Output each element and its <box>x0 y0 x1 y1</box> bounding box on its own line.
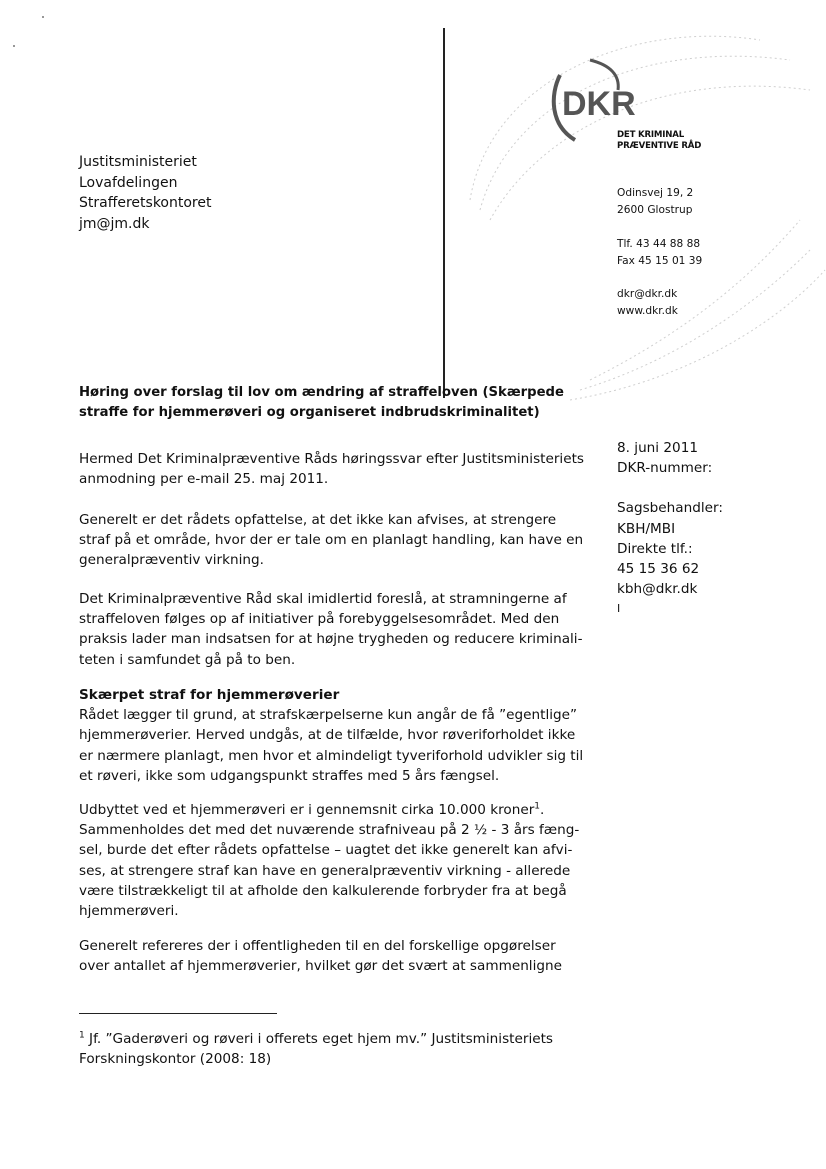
dkr-number-label: DKR-nummer: <box>617 460 713 477</box>
paragraph-line: straf på et område, hvor der er tale om en planlagt handling, kan have en <box>79 532 584 549</box>
sender-phone-fax <box>617 236 702 269</box>
recipient-address <box>79 152 211 234</box>
scan-speck <box>42 16 44 18</box>
sender-street: Odinsvej 19, 2 <box>617 187 694 199</box>
paragraph-line: Det Kriminalpræventive Råd skal imidlertid foreslå, at stramningerne af <box>79 591 567 607</box>
paragraph-line: hjemmerøverier. Herved undgås, at de tilfælde, hvor røveriforholdet ikke <box>79 727 576 744</box>
footnote-text: Jf. ”Gaderøveri og røveri i offerets eget hjem mv.” Justitsministeriets <box>84 1031 553 1047</box>
letter-title <box>79 383 599 423</box>
paragraph-line: over antallet af hjemmerøverier, hvilket gør det svært at sammenligne <box>79 958 562 975</box>
sender-online <box>617 286 678 319</box>
paragraph-text: . <box>540 802 545 818</box>
organization-name-line: PRÆVENTIVE RÅD <box>617 141 702 151</box>
paragraph-6 <box>79 936 607 976</box>
direct-phone: 45 15 36 62 <box>617 561 700 578</box>
officer-email: kbh@dkr.dk <box>617 581 698 598</box>
letter-title-line: straffe for hjemmerøveri og organiseret indbrudskriminalitet) <box>79 405 540 420</box>
footnote-line: Forskningskontor (2008: 18) <box>79 1051 272 1067</box>
footnote-line <box>79 1029 553 1049</box>
organization-name-line: DET KRIMINAL <box>617 130 685 140</box>
footnote-reference[interactable]: 1 <box>534 801 541 812</box>
recipient-line: Strafferetskontoret <box>79 195 212 211</box>
recipient-line: Justitsministeriet <box>79 154 197 170</box>
paragraph-2 <box>79 510 607 571</box>
paragraph-line: er nærmere planlagt, men hvor et almindeligt tyveriforhold udvikler sig til <box>79 747 584 764</box>
paragraph-line: hjemmerøveri. <box>79 903 179 920</box>
footnote <box>79 1029 553 1069</box>
recipient-line: Lovafdelingen <box>79 174 178 191</box>
paragraph-line: ses, at strengere straf kan have en generalpræventiv virkning - allerede <box>79 862 571 879</box>
footnote-mark: 1 <box>79 1030 85 1041</box>
sender-city: 2600 Glostrup <box>617 203 693 216</box>
direct-phone-label: Direkte tlf.: <box>617 540 693 557</box>
sender-website: www.dkr.dk <box>617 304 678 317</box>
recipient-email: jm@jm.dk <box>79 215 150 232</box>
text-cursor: I <box>617 602 621 616</box>
paragraph-line: Sammenholdes det med det nuværende strafniveau på 2 ½ - 3 års fæng- <box>79 822 580 839</box>
paragraph-line: generalpræventiv virkning. <box>79 552 264 569</box>
paragraph-text: Udbyttet ved et hjemmerøveri er i gennemsnit cirka 10.000 kroner <box>79 802 535 818</box>
dkr-logo-text: DKR <box>562 85 636 123</box>
letter-meta <box>617 438 723 620</box>
paragraph-line: være tilstrækkeligt til at afholde den kalkulerende forbryder fra at begå <box>79 882 567 899</box>
scan-speck <box>13 45 15 47</box>
paragraph-line: anmodning per e-mail 25. maj 2011. <box>79 471 329 488</box>
paragraph-line: straffeloven følges op af initiativer på forebyggelsesområdet. Med den <box>79 611 560 628</box>
paragraph-5 <box>79 800 607 921</box>
paragraph-1 <box>79 449 607 489</box>
paragraph-line: praksis lader man indsatsen for at højne trygheden og reducere kriminali- <box>79 631 583 648</box>
footnote-separator <box>79 1013 277 1014</box>
paragraph-4 <box>79 685 607 786</box>
case-officer: KBH/MBI <box>617 520 676 537</box>
sender-address <box>617 185 693 218</box>
sender-phone: Tlf. 43 44 88 88 <box>617 238 701 250</box>
paragraph-line <box>79 800 607 820</box>
letter-title-line: Høring over forslag til lov om ændring af straffeloven (Skærpede <box>79 385 564 400</box>
organization-name <box>617 130 701 152</box>
paragraph-line: Hermed Det Kriminalpræventive Råds høringssvar efter Justitsministeriets <box>79 451 584 467</box>
paragraph-line: sel, burde det efter rådets opfattelse – uagtet det ikke generelt kan afvi- <box>79 842 573 859</box>
paragraph-line: et røveri, ikke som udgangspunkt straffes med 5 års fængsel. <box>79 767 500 784</box>
letter-date: 8. juni 2011 <box>617 440 698 456</box>
letterhead-vertical-rule <box>443 28 445 398</box>
sender-fax: Fax 45 15 01 39 <box>617 254 703 267</box>
paragraph-line: Generelt er det rådets opfattelse, at det ikke kan afvises, at strengere <box>79 512 557 528</box>
paragraph-3 <box>79 589 607 670</box>
sender-email: dkr@dkr.dk <box>617 288 678 300</box>
case-officer-label: Sagsbehandler: <box>617 500 723 517</box>
paragraph-line: Generelt refereres der i offentligheden til en del forskellige opgørelser <box>79 938 556 954</box>
section-heading: Skærpet straf for hjemmerøverier <box>79 687 340 703</box>
paragraph-line: teten i samfundet gå på to ben. <box>79 651 296 668</box>
paragraph-line: Rådet lægger til grund, at strafskærpelserne kun angår de få ”egentlige” <box>79 707 578 724</box>
